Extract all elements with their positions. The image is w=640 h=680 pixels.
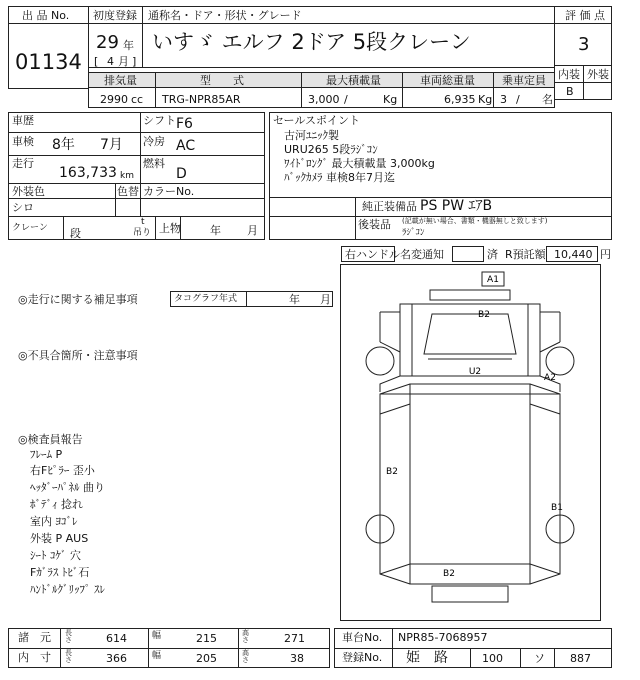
- registration-label: 初度登録: [93, 9, 137, 22]
- registration-number-label: 登録No.: [342, 651, 383, 664]
- outer-length-label: 長さ: [65, 629, 72, 644]
- damage-mark-a2: A2: [544, 373, 556, 383]
- inner-height-label: 高さ: [242, 649, 249, 664]
- crane-stage-label: 段: [70, 227, 81, 240]
- chassis-number: NPR85-7068957: [398, 631, 488, 644]
- rhd-label: 右ハンドル: [345, 248, 400, 261]
- shift-value: F6: [176, 116, 193, 132]
- inner-length: 366: [106, 652, 127, 665]
- tachograph-label: タコグラフ年式: [174, 294, 238, 304]
- damage-mark-b1: B1: [551, 503, 563, 513]
- report-line: ﾊﾝﾄﾞﾙｸﾞﾘｯﾌﾟ ｽﾚ: [30, 583, 105, 596]
- recycle-label: R預託額: [505, 248, 546, 261]
- report-line: ﾍｯﾀﾞｰﾊﾟﾈﾙ 曲り: [30, 481, 105, 494]
- model-label: 型 式: [200, 74, 244, 87]
- sales-line-2: URU265 5段ﾗｼﾞｺﾝ: [284, 143, 378, 156]
- report-line: 外装 P AUS: [30, 532, 89, 545]
- capacity: 3: [500, 93, 507, 106]
- plate-area: 姫 路: [406, 650, 448, 666]
- model-code: TRG-NPR85AR: [162, 93, 241, 106]
- report-line: ﾌﾚｰﾑ P: [30, 448, 63, 461]
- model-name-label: 通称名・ドア・形状・グレード: [148, 9, 302, 22]
- upper-year: 年: [210, 224, 221, 237]
- tachograph-month: 月: [320, 293, 331, 306]
- report-line: Fｶﾞﾗｽ ﾄﾋﾞ石: [30, 566, 90, 579]
- genuine-equipment: PS PW ｴｱB: [420, 198, 493, 214]
- recycle-amount: 10,440: [554, 248, 593, 261]
- crane-lift-label: 吊り: [133, 228, 152, 238]
- aftermarket-label: 後装品: [358, 218, 391, 231]
- displacement-unit: cc: [131, 93, 144, 106]
- color-label: 外装色: [12, 185, 45, 198]
- color-code-label: カラーNo.: [143, 185, 195, 198]
- color-change-label: 色替: [117, 185, 139, 198]
- damage-mark-b2-side: B2: [386, 467, 398, 477]
- shift-label: シフト: [143, 114, 176, 127]
- damage-mark-u2: U2: [468, 367, 482, 377]
- upper-month: 月: [247, 224, 258, 237]
- sales-line-3: ﾜｲﾄﾞﾛﾝｸﾞ 最大積載量 3,000kg: [284, 157, 435, 170]
- damage-diagram: [340, 264, 601, 621]
- fuel-label: 燃料: [143, 157, 165, 170]
- vehicle-title: いすゞ エルフ 2ドア 5段クレーン: [152, 30, 471, 54]
- name-change-label: 名変通知: [400, 248, 444, 261]
- inner-width: 205: [196, 652, 217, 665]
- gross-weight-unit: Kg: [478, 93, 493, 106]
- reg-year-unit: 年: [123, 39, 134, 52]
- gross-weight: 6,935: [444, 93, 476, 106]
- sales-point-label: セールスポイント: [273, 114, 361, 127]
- crane-label: クレーン: [12, 223, 48, 233]
- reg-month-unit: 月: [118, 55, 129, 68]
- inspector-label: ◎検査員報告: [18, 433, 83, 446]
- gross-weight-label: 車両総重量: [420, 74, 475, 87]
- defects-label: ◎不具合箇所・注意事項: [18, 349, 138, 362]
- mileage-label: 走行: [12, 157, 34, 170]
- sales-line-4: ﾊﾞｯｸｶﾒﾗ 車検8年7月迄: [284, 171, 395, 184]
- interior-label: 内装: [558, 68, 580, 81]
- aircon-value: AC: [176, 138, 196, 154]
- mileage-unit: km: [120, 171, 134, 181]
- reg-month: 4: [107, 55, 114, 68]
- genuine-label: 純正装備品: [362, 200, 417, 213]
- damage-mark-b2-rear: B2: [443, 569, 455, 579]
- report-line: ｼｰﾄ ｺｹﾞ 穴: [30, 549, 81, 562]
- driving-notes-label: ◎走行に関する補足事項: [18, 293, 138, 306]
- mileage-value: 163,733: [59, 165, 117, 181]
- recycle-mark: 済: [487, 248, 498, 261]
- max-load-unit: Kg: [383, 93, 398, 106]
- plate-kana: ソ: [534, 652, 545, 665]
- upper-label: 上物: [159, 222, 181, 235]
- outer-height: 271: [284, 632, 305, 645]
- overall-grade: 3: [578, 34, 590, 55]
- outer-width: 215: [196, 632, 217, 645]
- inner-height: 38: [290, 652, 304, 665]
- name-change-box: [452, 246, 484, 262]
- yen-label: 円: [600, 248, 611, 261]
- damage-mark-a1: A1: [487, 275, 499, 285]
- lot-label: 出 品 No.: [22, 9, 70, 22]
- capacity-unit: 名: [542, 93, 553, 106]
- grade-label: 評 価 点: [565, 9, 605, 22]
- outer-length: 614: [106, 632, 127, 645]
- report-line: 室内 ﾖｺﾞﾚ: [30, 515, 78, 528]
- max-load-label: 最大積載量: [326, 74, 381, 87]
- report-line: ﾎﾞﾃﾞｨ 捻れ: [30, 498, 83, 511]
- exterior-label: 外装: [587, 68, 609, 81]
- sales-line-1: 古河ﾕﾆｯｸ製: [284, 129, 339, 142]
- inspection-year: 8年: [52, 137, 75, 153]
- fuel-value: D: [176, 166, 187, 182]
- chassis-label: 車台No.: [342, 631, 383, 644]
- plate-number: 887: [570, 652, 591, 665]
- displacement-label: 排気量: [104, 74, 137, 87]
- aircon-label: 冷房: [143, 135, 165, 148]
- tachograph-year: 年: [289, 293, 300, 306]
- inner-dimensions-label: 内 寸: [18, 651, 51, 664]
- damage-mark-b2-front: B2: [478, 310, 490, 320]
- inner-width-label: 幅: [152, 651, 162, 661]
- report-line: 右Fﾋﾟﾗｰ 歪小: [30, 464, 95, 477]
- outer-height-label: 高さ: [242, 629, 249, 644]
- max-load: 3,000: [308, 93, 340, 106]
- outer-dimensions-label: 諸 元: [18, 631, 51, 644]
- inspection-month: 7月: [100, 137, 123, 153]
- plate-class: 100: [482, 652, 503, 665]
- crane-ton-label: t: [141, 217, 145, 227]
- aftermarket-items: ﾗｼﾞｺﾝ: [402, 228, 425, 238]
- capacity-label: 乗車定員: [502, 74, 546, 87]
- outer-width-label: 幅: [152, 631, 162, 641]
- reg-year: 29: [96, 32, 119, 53]
- inner-length-label: 長さ: [65, 649, 72, 664]
- color-value: シロ: [12, 201, 34, 214]
- history-label: 車歴: [12, 114, 34, 127]
- lot-number: 01134: [15, 50, 82, 74]
- displacement: 2990: [100, 93, 128, 106]
- aftermarket-note: (記載が無い場合、書類・機器無しと致します): [402, 217, 548, 225]
- inspection-label: 車検: [12, 135, 34, 148]
- interior-grade: B: [566, 85, 574, 98]
